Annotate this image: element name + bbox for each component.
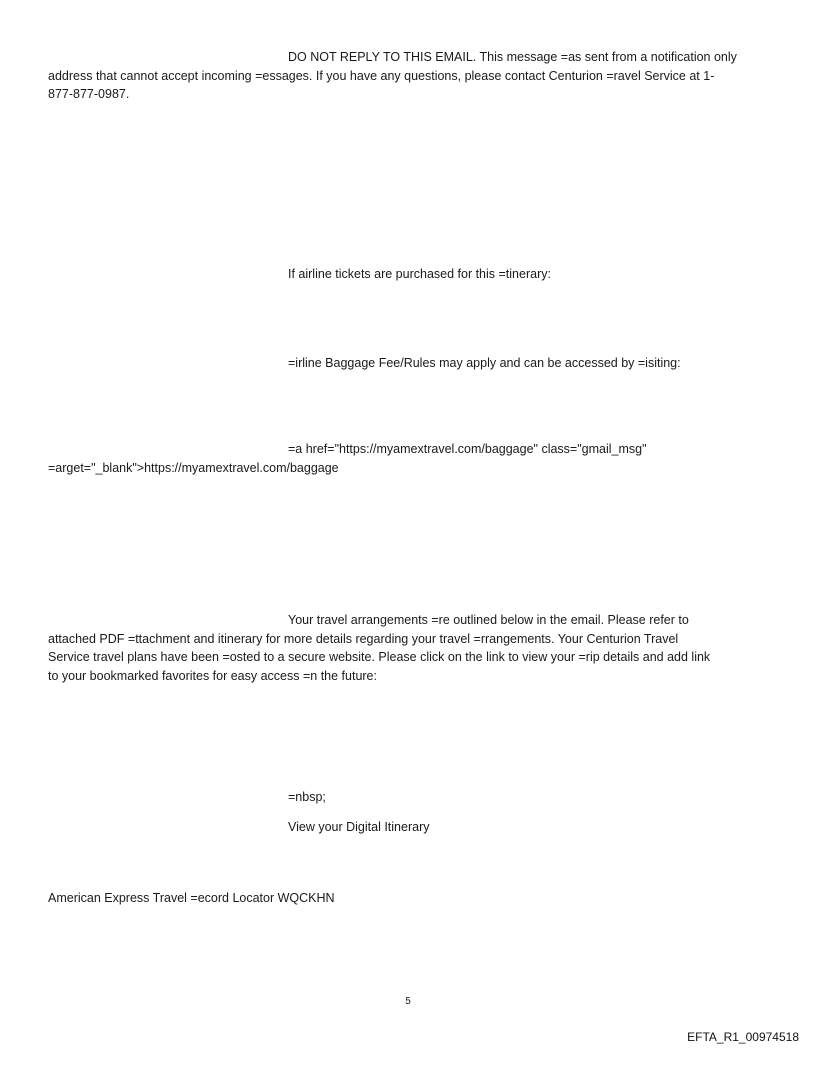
do-not-reply-notice (48, 48, 778, 104)
arrangements-line-4: to your bookmarked favorites for easy access =n the future: (48, 668, 377, 683)
notice-line-2: address that cannot accept incoming =essages. If you have any questions, please contact Centurion =ravel Service at 1- (48, 68, 715, 83)
arrangements-line-2: attached PDF =ttachment and itinerary for more details regarding your travel =rrangements. Your Centurion Travel (48, 631, 679, 646)
link-line-1: =a href="https://myamextravel.com/baggage" class="gmail_msg" (288, 442, 647, 456)
nbsp-line: =nbsp; (288, 790, 326, 804)
notice-line-3: 877-877-0987. (48, 87, 130, 101)
notice-line-1: DO NOT REPLY TO THIS EMAIL. This message =as sent from a notification only (288, 50, 737, 64)
page-number: 5 (405, 996, 411, 1007)
record-locator-line: American Express Travel =ecord Locator WQCKHN (48, 891, 335, 905)
document-id: EFTA_R1_00974518 (687, 1030, 799, 1044)
travel-arrangements-paragraph (48, 611, 778, 685)
arrangements-line-1: Your travel arrangements =re outlined below in the email. Please refer to (288, 613, 689, 627)
baggage-link-text (48, 440, 778, 477)
arrangements-line-3: Service travel plans have been =osted to a secure website. Please click on the link to view your =rip details and add link (48, 650, 711, 664)
view-digital-itinerary-link[interactable]: View your Digital Itinerary (288, 820, 430, 834)
link-line-2: =arget="_blank">https://myamextravel.com/baggage (48, 460, 339, 475)
tickets-purchased-line: If airline tickets are purchased for this =tinerary: (288, 267, 551, 281)
baggage-fee-line: =irline Baggage Fee/Rules may apply and can be accessed by =isiting: (288, 356, 681, 370)
